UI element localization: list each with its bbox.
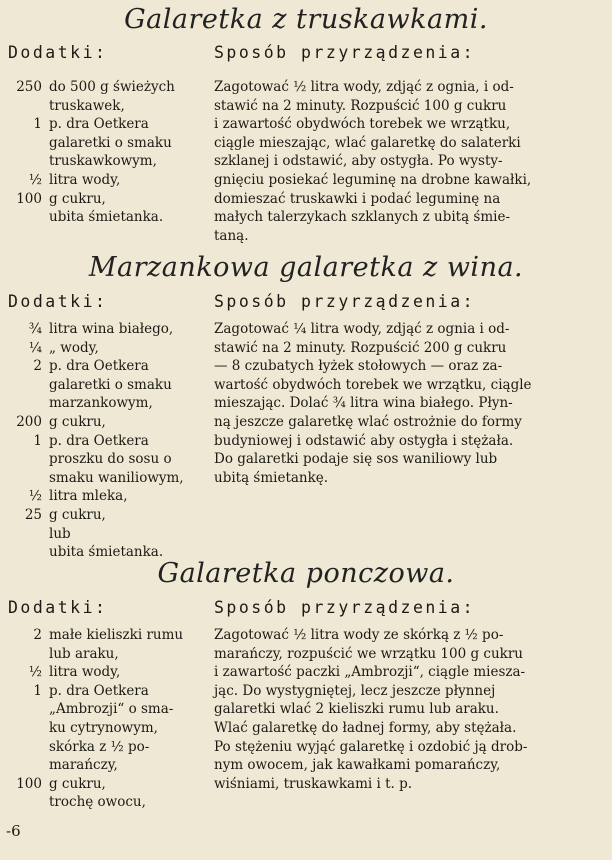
page-number: -6: [6, 822, 21, 840]
recipe-title: Marzankowa galaretka z wina.: [88, 252, 524, 283]
ingredients-list: [6, 626, 206, 812]
ingredient-row: ¾ litra wina białego,: [28, 321, 174, 337]
method-line: wiśniami, truskawkami i t. p.: [214, 775, 413, 792]
method-text: [214, 78, 592, 245]
ingredient-row: 1 p. dra Oetkera: [33, 432, 149, 449]
ingredient-row: marzankowym,: [49, 395, 153, 412]
ingredient-row: 2 p. dra Oetkera: [33, 358, 149, 375]
ingredient-row: truskawkowym,: [49, 153, 157, 170]
ingredient-row: 100 g cukru,: [16, 775, 106, 792]
ingredient-row: ½ litra mleka,: [28, 488, 128, 505]
method-line: Po stężeniu wyjąć galaretkę i ozdobić ją drob-: [214, 738, 528, 755]
ingredient-row: 100 g cukru,: [16, 190, 106, 207]
ingredient-row: trochę owocu,: [49, 794, 146, 811]
method-line: ubitą śmietankę.: [214, 469, 329, 486]
method-text: [214, 626, 592, 793]
ingredient-row: 25 g cukru,: [24, 506, 106, 523]
method-line: taną.: [214, 227, 249, 244]
ingredients-header: Dodatki:: [8, 292, 108, 311]
ingredient-row: truskawek,: [49, 97, 125, 114]
ingredient-row: 1 p. dra Oetkera: [33, 682, 149, 699]
ingredient-row: ½ litra wody,: [28, 171, 121, 188]
ingredient-row: galaretki o smaku: [49, 376, 172, 393]
method-line: budyniowej i odstawić aby ostygła i stężała.: [214, 432, 514, 449]
method-line: stawić na 2 minuty. Rozpuścić 200 g cukru: [214, 339, 507, 356]
ingredient-row: smaku waniliowym,: [49, 469, 184, 486]
method-line: Do galaretki podaje się sos waniliowy lub: [214, 451, 498, 468]
method-line: jąc. Do wystygniętej, lecz jeszcze płynnej: [214, 682, 496, 699]
method-line: stawić na 2 minuty. Rozpuścić 100 g cukru: [214, 97, 507, 114]
method-line: marańczy, rozpuścić we wrzątku 100 g cukru: [214, 645, 523, 662]
method-line: Wlać galaretkę do ładnej formy, aby stężała.: [214, 719, 517, 736]
method-line: Zagotować ¼ litra wody, zdjąć z ognia i od-: [214, 321, 510, 337]
recipe-title: Galaretka ponczowa.: [157, 558, 455, 589]
ingredients-list: [6, 78, 206, 227]
method-line: nym owocem, jak kawałkami pomarańczy,: [214, 757, 501, 774]
method-line: szklanej i odstawić, aby ostygła. Po wysty-: [214, 153, 503, 170]
method-line: mieszając. Dolać ¾ litra wina białego. Płyn-: [214, 395, 513, 412]
method-line: gnięciu posiekać leguminę na drobne kawałki,: [214, 171, 532, 188]
ingredient-row: 1 p. dra Oetkera: [33, 116, 149, 133]
method-header: Sposób przyrządzenia:: [214, 292, 476, 311]
ingredient-row: 200 g cukru,: [16, 413, 106, 430]
method-line: ną jeszcze galaretkę wlać ostrożnie do formy: [214, 413, 522, 430]
method-line: małych talerzykach szklanych z ubitą śmie-: [214, 209, 511, 226]
method-line: i zawartość obydwóch torebek we wrzątku,: [214, 116, 511, 133]
method-line: wartość obydwóch torebek we wrzątku, ciągle: [214, 376, 532, 393]
ingredient-row: proszku do sosu o: [49, 451, 172, 468]
ingredient-row: marańczy,: [49, 757, 118, 774]
ingredients-list: [6, 320, 206, 562]
ingredient-row: galaretki o smaku: [49, 134, 172, 151]
method-header: Sposób przyrządzenia:: [214, 43, 476, 62]
ingredient-row: lub: [49, 525, 71, 542]
ingredient-row: 250 do 500 g świeżych: [16, 79, 175, 95]
ingredient-row: ubita śmietanka.: [49, 544, 164, 561]
method-line: ciągle mieszając, wlać galaretkę do salaterki: [214, 134, 521, 151]
method-line: — 8 czubatych łyżek stołowych — oraz za-: [214, 358, 503, 375]
ingredient-row: ¼ „ wody,: [28, 339, 99, 356]
method-line: Zagotować ½ litra wody ze skórką z ½ po-: [214, 627, 504, 643]
ingredient-row: lub araku,: [49, 645, 119, 662]
method-line: Zagotować ½ litra wody, zdjąć z ognia, i od-: [214, 79, 514, 95]
ingredients-header: Dodatki:: [8, 598, 108, 617]
ingredients-header: Dodatki:: [8, 43, 108, 62]
ingredient-row: ubita śmietanka.: [49, 209, 164, 226]
method-line: domieszać truskawki i podać leguminę na: [214, 190, 501, 207]
method-line: galaretki wlać 2 kieliszki rumu lub araku.: [214, 701, 499, 718]
ingredient-row: 2 małe kieliszki rumu: [33, 627, 184, 643]
recipe-title: Galaretka z truskawkami.: [124, 4, 488, 35]
ingredient-row: „Ambrozji“ o sma-: [49, 701, 174, 718]
ingredient-row: skórka z ½ po-: [49, 738, 150, 755]
ingredient-row: ku cytrynowym,: [49, 719, 158, 736]
method-header: Sposób przyrządzenia:: [214, 598, 476, 617]
method-text: [214, 320, 592, 487]
ingredient-row: ½ litra wody,: [28, 664, 121, 681]
method-line: i zawartość paczki „Ambrozji“, ciągle miesza-: [214, 664, 526, 681]
